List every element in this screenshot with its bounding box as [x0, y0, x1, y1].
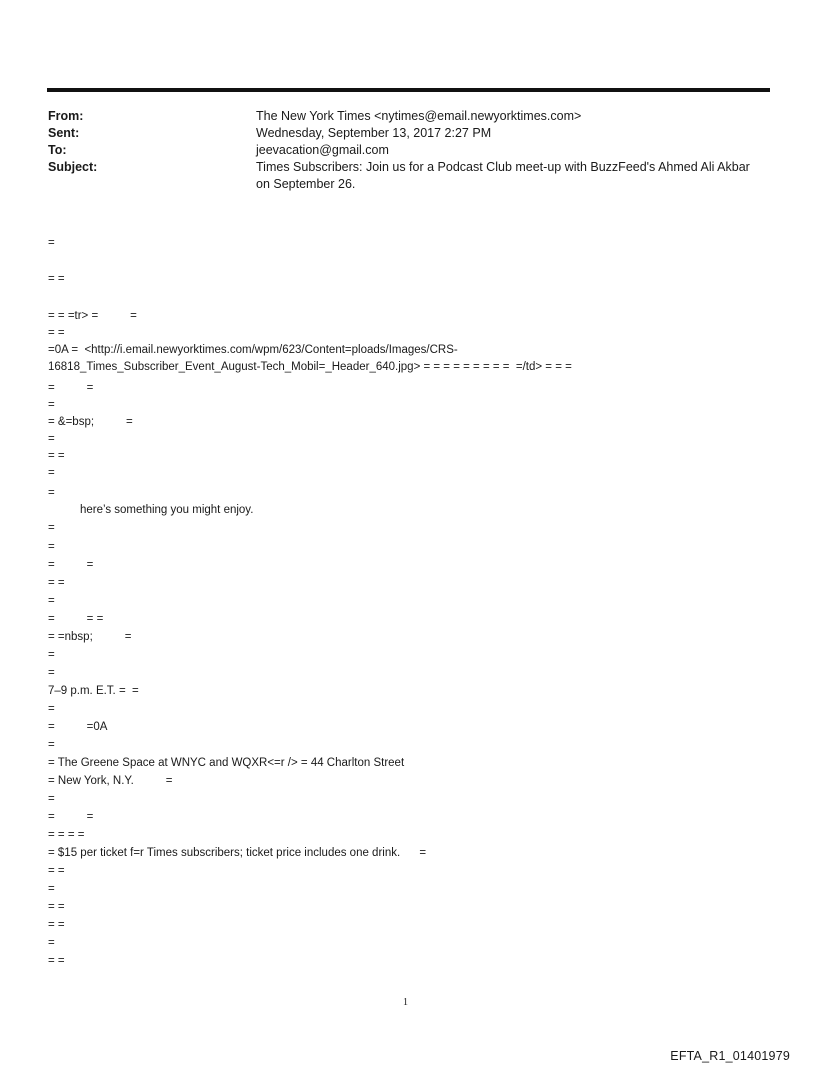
- body-line: = New York, N.Y. =: [48, 775, 173, 787]
- body-line: = =: [48, 955, 65, 967]
- body-line: = =: [48, 327, 65, 339]
- body-line: here’s something you might enjoy.: [48, 504, 254, 516]
- body-line: =: [48, 595, 55, 607]
- body-line: =: [48, 399, 55, 411]
- body-line: 16818_Times_Subscriber_Event_August-Tech_Mobil=_Header_640.jpg> = = = = = = = = = =/td> = = =: [48, 361, 572, 373]
- body-line: =: [48, 467, 55, 479]
- body-line: = =: [48, 811, 94, 823]
- body-line: = =: [48, 273, 65, 285]
- body-line: =: [48, 703, 55, 715]
- from-value: The New York Times <nytimes@email.newyorktimes.com>: [256, 109, 582, 123]
- body-line: = =: [48, 865, 65, 877]
- body-line: = $15 per ticket f=r Times subscribers; ticket price includes one drink. =: [48, 847, 427, 859]
- body-line: = =: [48, 919, 65, 931]
- body-line: =: [48, 667, 55, 679]
- subject-value: Times Subscribers: Join us for a Podcast Club meet-up with BuzzFeed's Ahmed Ali Akbar on September 26.: [256, 160, 750, 191]
- header-rule: [47, 88, 770, 92]
- body-line: =: [48, 649, 55, 661]
- body-line: = The Greene Space at WNYC and WQXR<=r /> = 44 Charlton Street: [48, 757, 405, 769]
- sent-value: Wednesday, September 13, 2017 2:27 PM: [256, 126, 492, 140]
- body-line: = =nbsp; =: [48, 631, 132, 643]
- body-line: =: [48, 883, 55, 895]
- body-line: = = = =: [48, 829, 85, 841]
- sent-label: Sent:: [48, 126, 80, 140]
- body-line: = =: [48, 577, 65, 589]
- page-number: 1: [403, 997, 408, 1008]
- to-value: jeevacation@gmail.com: [256, 143, 389, 157]
- body-line: =: [48, 433, 55, 445]
- body-line: = &=bsp; =: [48, 416, 133, 428]
- body-line: =: [48, 541, 55, 553]
- body-line: =: [48, 937, 55, 949]
- from-label: From:: [48, 109, 84, 123]
- body-line: = = =tr> = =: [48, 310, 137, 322]
- body-line: = =: [48, 382, 94, 394]
- body-line: =: [48, 739, 55, 751]
- body-line: = =0A: [48, 721, 108, 733]
- body-line: = =: [48, 901, 65, 913]
- subject-label: Subject:: [48, 160, 98, 174]
- body-line: =: [48, 793, 55, 805]
- body-line: = =: [48, 559, 94, 571]
- body-line: =0A = <http://i.email.newyorktimes.com/wpm/623/Content=ploads/Images/CRS-: [48, 344, 458, 356]
- body-line: =: [48, 522, 55, 534]
- body-line: =: [48, 237, 55, 249]
- to-label: To:: [48, 143, 67, 157]
- document-id: EFTA_R1_01401979: [670, 1049, 790, 1063]
- body-line: = =: [48, 450, 65, 462]
- body-line: = = =: [48, 613, 104, 625]
- body-line: 7–9 p.m. E.T. = =: [48, 685, 139, 697]
- body-line: =: [48, 487, 55, 499]
